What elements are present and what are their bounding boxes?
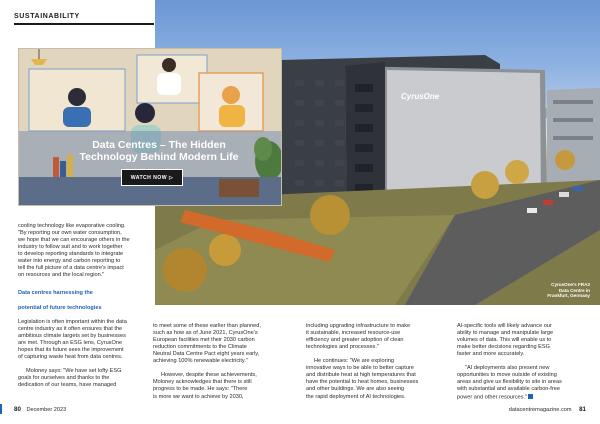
paragraph: Moloney says: "We have set lofty ESG goals for ourselves and thanks to the dedication of our teams, have managed [18, 367, 122, 389]
watch-now-button[interactable] [121, 169, 183, 186]
paragraph: including upgrading infrastructure to make it sustainable, increased resource-use efficiency and greater adoption of clean technologies and processes." [306, 323, 411, 351]
watch-now-label: WATCH NOW [130, 175, 168, 181]
article-column-2 [153, 316, 293, 408]
subheading: potential of future technologies [18, 304, 102, 311]
paragraph: However, despite these achievements, Moloney acknowledges that there is still progress to be made. He says: "There is more we want to achieve by 2030, [153, 372, 257, 400]
website-link[interactable]: datacentremagazine.com [508, 407, 572, 413]
article-column-3 [306, 316, 448, 408]
page-number-left: 80 [14, 406, 21, 413]
article-column-4 [457, 316, 599, 408]
paragraph: AI-specific tools will likely advance our ability to manage and manipulate large volumes of data. This will enable us to make better decisions regarding ESG faster and more accurately. [457, 323, 554, 358]
paragraph [457, 365, 599, 401]
video-title-line: Technology Behind Modern Life [79, 151, 239, 163]
play-icon: ▷ [169, 175, 174, 181]
video-card-title [59, 139, 259, 163]
footer-accent [0, 404, 2, 414]
video-card[interactable] [18, 48, 282, 206]
building-sign: CyrusOne [401, 92, 440, 101]
paragraph: to meet some of these earlier than planned, such as how as of June 2021, CyrusOne's European facilities met their 2030 carbon reduction commitments to the Climate Neutral Data Centre Pact eight years early, achieving 100% renewable electricity." [153, 323, 261, 365]
page-number-right: 81 [579, 406, 586, 413]
article-end-icon [528, 394, 533, 399]
photo-caption [547, 282, 590, 299]
paragraph: cooling technology like evaporative cooling. "By reporting our own water consumption, we hope that we can encourage others in the industry to follow suit and to work together to develop reporting standards to integrate water into energy and carbon reporting to tell the full picture of a data centre's impact on resources and the local region." [18, 223, 130, 279]
footer-right [509, 406, 586, 413]
caption-line: CyrusOne's FRA2 [551, 282, 590, 287]
subheading: Data centres harnessing the [18, 290, 93, 297]
footer-left [14, 406, 66, 413]
paragraph: Legislation is often important within the data centre industry as it often ensures that the ambitious climate targets set by businesses are met. Through an ESG lens, CyrusOne hopes that its future sees the improvement of capturing waste heat from data centres. [18, 318, 127, 360]
section-label: SUSTAINABILITY [14, 13, 80, 20]
paragraph: He continues: "We are exploring innovative ways to be able to better capture and distribute heat at high temperatures that have the potential to heat homes, businesses and other buildings. We are also seeing the rapid deployment of AI technologies. [306, 358, 419, 400]
caption-line: Frankfurt, Germany [547, 293, 590, 299]
article-column-1 [18, 216, 158, 396]
closing-paragraph-text: "AI deployments also present new opportunities to move outside of existing areas and give us flexibility to site in areas with substantial and available carbon-free power and other resources." [457, 365, 562, 401]
video-title-line: Data Centres – The Hidden [92, 139, 226, 151]
caption-line: Data Centre in [558, 287, 590, 293]
section-rule [14, 23, 154, 25]
issue-date: December 2023 [26, 407, 67, 413]
